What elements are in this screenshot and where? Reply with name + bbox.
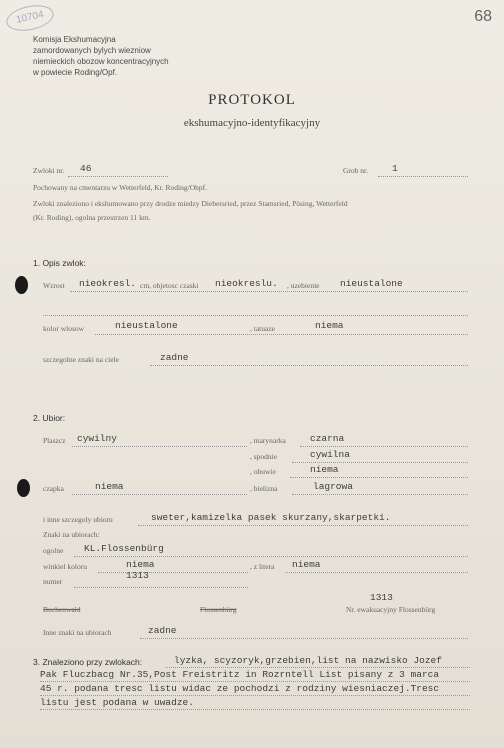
burial-location: Pochowany na cmentarzu w Wetterfeld, Kr. Roding/Obpf. <box>33 183 208 192</box>
punch-hole <box>15 276 28 294</box>
shoes-line <box>290 477 468 478</box>
page-number: 68 <box>474 8 492 25</box>
grob-value: 1 <box>392 163 398 174</box>
document-subtitle: ekshumacyjno-identyfikacyjny <box>183 117 321 129</box>
header-line: w powiecie Roding/Opf. <box>33 68 118 77</box>
general-value: KL.Flossenbürg <box>84 543 164 554</box>
underwear-line <box>292 494 468 495</box>
letter-line <box>285 572 468 573</box>
zwloki-value: 46 <box>80 163 92 174</box>
number-label: numer <box>43 577 63 586</box>
buchenwald-struck: Buchenwald <box>43 605 81 614</box>
found-items-rule <box>165 667 470 668</box>
other-marks-line <box>140 638 468 639</box>
marks-value: zadne <box>160 352 189 363</box>
teeth-value: nieustalone <box>340 278 403 289</box>
found-items-line: 45 r. podana tresc listu widac ze pochodzi z rodziny wiesniaczej.Tresc <box>40 683 440 694</box>
cap-value: niema <box>95 481 124 492</box>
letter-value: niema <box>292 559 321 570</box>
general-label: ogolne <box>43 546 64 555</box>
zwloki-line <box>68 176 168 177</box>
triangle-color-line <box>98 572 248 573</box>
grob-line <box>378 176 468 177</box>
trousers-label: , spodnie <box>250 452 278 461</box>
general-line <box>74 556 468 557</box>
evac-number-label: Nr. ewakuacyjny Flossenbürg <box>346 605 436 614</box>
punch-hole <box>17 479 30 497</box>
other-clothing-label: i inne szczegoly ubioru <box>43 515 113 524</box>
triangle-color-value: niema <box>126 559 155 570</box>
coat-label: Plaszcz <box>43 436 66 445</box>
underwear-value: lagrowa <box>313 481 353 492</box>
section-2-title: 2. Ubior: <box>33 413 66 423</box>
cap-label: czapka <box>43 484 64 493</box>
underwear-label: , bielizna <box>250 484 278 493</box>
found-location-line: (Kr. Roding), ogolna przestrzen 11 km. <box>33 213 151 222</box>
trousers-line <box>292 462 468 463</box>
cap-line <box>72 494 247 495</box>
zwloki-label: Zwloki nr. <box>33 166 65 175</box>
trousers-value: cywilna <box>310 449 350 460</box>
header-line: zamordowanych bylych wiezniow <box>33 46 151 55</box>
marks-line <box>150 365 468 366</box>
found-location-line: Zwloki znaleziono i ekshumowano przy drodze miedzy Diebersried, przez Stamsried, Pösing, Wetterfeld <box>33 199 348 208</box>
commission-header <box>33 34 169 78</box>
skull-value: nieokreslu. <box>215 278 278 289</box>
height-line <box>70 291 468 292</box>
tattoo-label: , tatuaze <box>250 324 275 333</box>
other-marks-value: zadne <box>148 625 177 636</box>
height-value: nieokresl. <box>79 278 137 289</box>
other-marks-label: Inne znaki na ubiorach <box>43 628 112 637</box>
shoes-value: niema <box>310 464 339 475</box>
section-3-label: 3. Znaleziono przy zwlokach: <box>33 657 143 667</box>
grob-label: Grob nr. <box>343 166 368 175</box>
coat-line <box>72 446 247 447</box>
found-items-line: lyzka, scyzoryk,grzebien,list na nazwisko Jozef <box>174 655 442 666</box>
triangle-color-label: winkiel koloru <box>43 562 87 571</box>
number-line <box>74 587 248 588</box>
coat-value: cywilny <box>77 433 117 444</box>
hair-value: nieustalone <box>115 320 178 331</box>
found-items-rule <box>40 681 470 682</box>
found-items-line: Pak Fluczbacg Nr.35,Post Freistritz in Rozrntell List pisany z 3 marca <box>40 669 440 680</box>
blank-line <box>43 315 468 316</box>
other-clothing-value: sweter,kamizelka pasek skurzany,skarpetki. <box>151 512 391 523</box>
jacket-value: czarna <box>310 433 345 444</box>
hair-line <box>95 334 468 335</box>
flossenburg-struck: Flossenbürg <box>200 605 237 614</box>
found-items-line: listu jest podana w uwadze. <box>40 697 194 708</box>
found-items-rule <box>40 709 470 710</box>
number-value: 1313 <box>126 570 149 581</box>
letter-label: , z litera <box>250 562 275 571</box>
other-clothing-line <box>138 525 468 526</box>
marks-label: szczegolne znaki na ciele <box>43 355 119 364</box>
hair-label: kolor wlosow <box>43 324 85 333</box>
header-line: niemieckich obozow koncentracyjnych <box>33 57 169 66</box>
found-items-rule <box>40 695 470 696</box>
evac-number-value: 1313 <box>370 592 393 603</box>
shoes-label: , obuwie <box>250 467 276 476</box>
jacket-line <box>300 446 468 447</box>
section-1-title: 1. Opis zwlok: <box>33 258 86 268</box>
skull-label: cm, objetosc czaski <box>140 281 199 290</box>
height-label: Wzrost <box>43 281 65 290</box>
teeth-label: , uzebienie <box>287 281 320 290</box>
tattoo-value: niema <box>315 320 344 331</box>
jacket-label: , marynarka <box>250 436 286 445</box>
archive-stamp: 10704 <box>4 1 56 34</box>
document-title: PROTOKOL <box>208 92 296 108</box>
header-line: Komisja Ekshumacyjna <box>33 35 116 44</box>
clothing-marks-label: Znaki na ubiorach: <box>43 530 100 539</box>
